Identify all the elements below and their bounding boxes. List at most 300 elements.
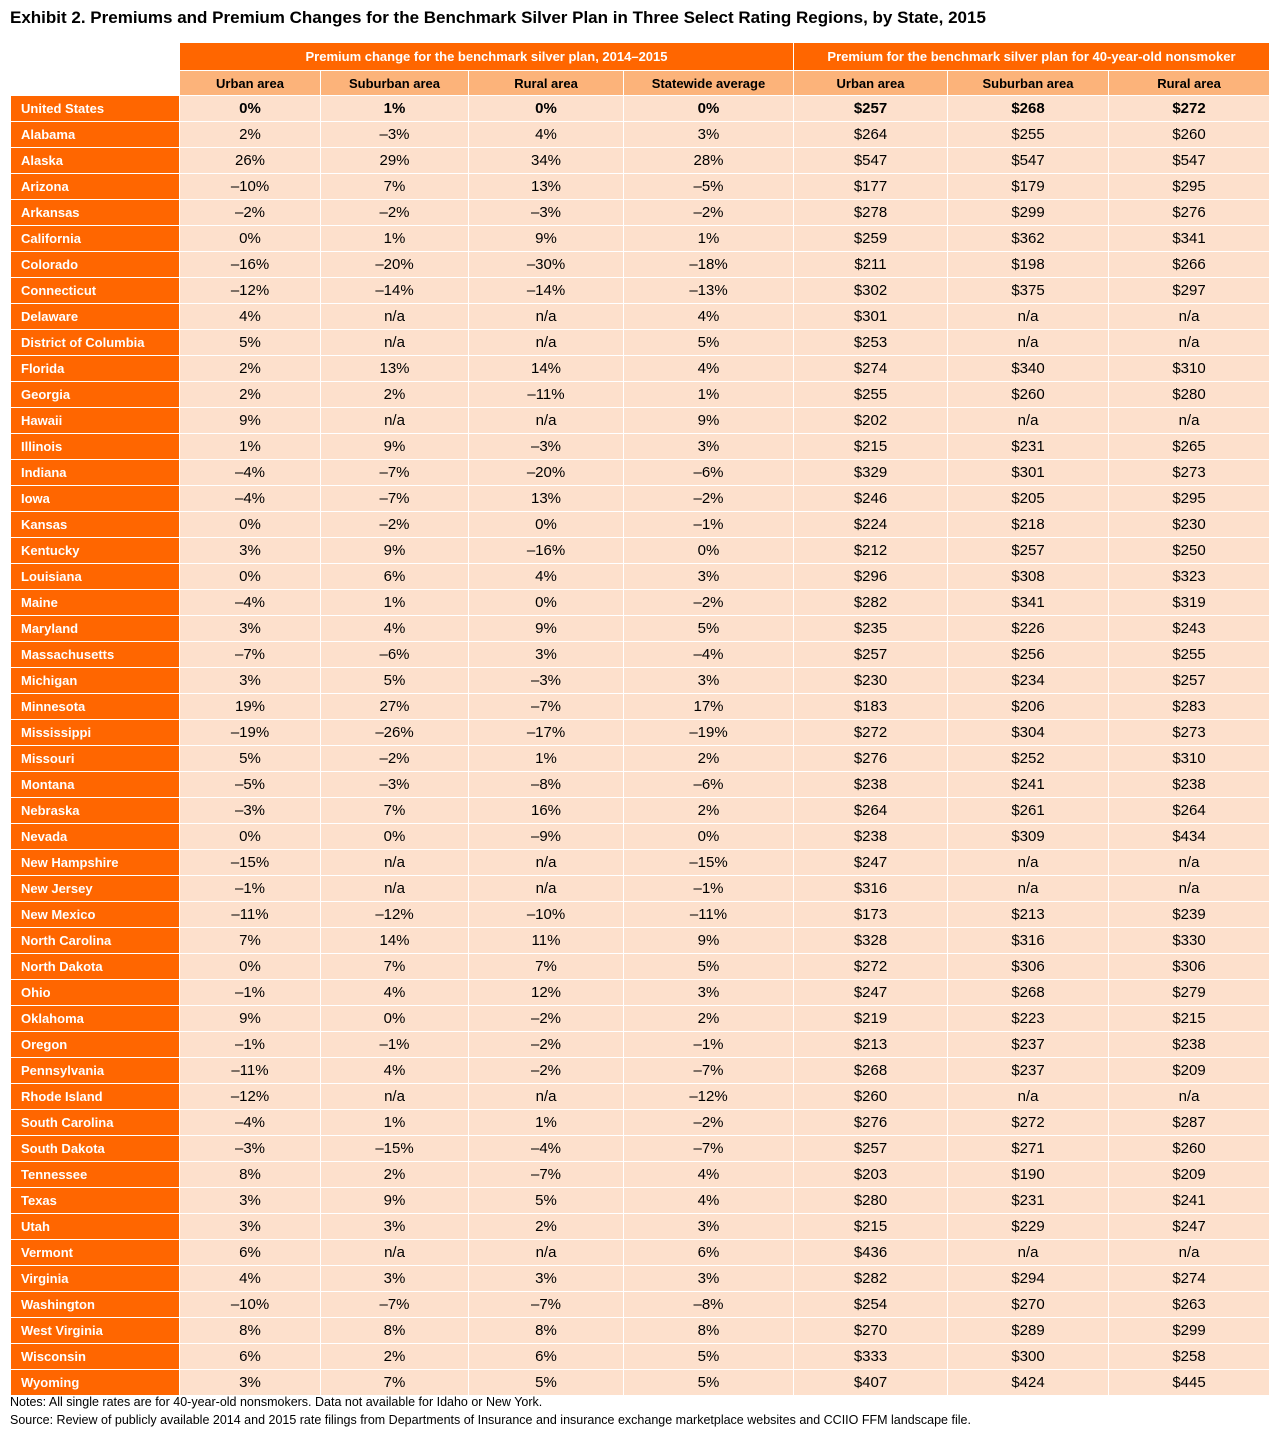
table-row: [11, 902, 1270, 928]
value-cell: $340: [948, 356, 1109, 382]
value-cell: $271: [948, 1136, 1109, 1162]
table-row: [11, 174, 1270, 200]
state-name-cell: Alaska: [11, 148, 180, 174]
value-cell: 1%: [469, 746, 624, 772]
value-cell: 3%: [624, 564, 794, 590]
value-cell: 0%: [321, 824, 469, 850]
value-cell: –30%: [469, 252, 624, 278]
table-row: [11, 252, 1270, 278]
state-name-cell: Colorado: [11, 252, 180, 278]
value-cell: –14%: [321, 278, 469, 304]
state-name-cell: Maryland: [11, 616, 180, 642]
value-cell: $190: [948, 1162, 1109, 1188]
value-cell: –3%: [321, 122, 469, 148]
value-cell: 3%: [624, 434, 794, 460]
value-cell: $243: [1109, 616, 1270, 642]
column-header: Statewide average: [624, 71, 794, 96]
value-cell: n/a: [1109, 330, 1270, 356]
value-cell: –3%: [180, 798, 321, 824]
value-cell: –8%: [624, 1292, 794, 1318]
value-cell: –5%: [624, 174, 794, 200]
state-name-cell: Iowa: [11, 486, 180, 512]
value-cell: $255: [1109, 642, 1270, 668]
state-name-cell: Florida: [11, 356, 180, 382]
value-cell: $273: [1109, 460, 1270, 486]
value-cell: –19%: [624, 720, 794, 746]
value-cell: 3%: [624, 1214, 794, 1240]
state-name-cell: North Dakota: [11, 954, 180, 980]
state-name-cell: Minnesota: [11, 694, 180, 720]
value-cell: 12%: [469, 980, 624, 1006]
state-name-cell: Connecticut: [11, 278, 180, 304]
table-row: [11, 980, 1270, 1006]
value-cell: 2%: [321, 1344, 469, 1370]
value-cell: –2%: [624, 590, 794, 616]
table-row: [11, 1006, 1270, 1032]
table-row: [11, 512, 1270, 538]
value-cell: $260: [1109, 122, 1270, 148]
value-cell: $268: [794, 1058, 948, 1084]
value-cell: $282: [794, 590, 948, 616]
value-cell: $257: [1109, 668, 1270, 694]
table-row: [11, 1292, 1270, 1318]
value-cell: $272: [794, 954, 948, 980]
value-cell: 8%: [624, 1318, 794, 1344]
value-cell: –11%: [469, 382, 624, 408]
column-header: Suburban area: [948, 71, 1109, 96]
value-cell: –6%: [624, 460, 794, 486]
value-cell: $211: [794, 252, 948, 278]
table-row: [11, 824, 1270, 850]
value-cell: 19%: [180, 694, 321, 720]
value-cell: $272: [1109, 96, 1270, 122]
value-cell: 7%: [180, 928, 321, 954]
value-cell: –1%: [180, 876, 321, 902]
value-cell: 14%: [469, 356, 624, 382]
value-cell: 7%: [321, 174, 469, 200]
value-cell: $316: [794, 876, 948, 902]
value-cell: $247: [794, 850, 948, 876]
value-cell: $247: [1109, 1214, 1270, 1240]
state-name-cell: New Jersey: [11, 876, 180, 902]
state-name-cell: Mississippi: [11, 720, 180, 746]
value-cell: 7%: [469, 954, 624, 980]
value-cell: 4%: [624, 304, 794, 330]
value-cell: 8%: [469, 1318, 624, 1344]
value-cell: n/a: [1109, 850, 1270, 876]
column-header: Urban area: [180, 71, 321, 96]
source-text: Source: Review of publicly available 2014 and 2015 rate filings from Departments of Insurance and insurance exchange marketplace websites and CCIIO FFM landscape file.: [10, 1413, 971, 1427]
value-cell: 7%: [321, 798, 469, 824]
value-cell: 2%: [180, 382, 321, 408]
value-cell: 1%: [469, 1110, 624, 1136]
column-header: Rural area: [469, 71, 624, 96]
value-cell: 6%: [180, 1344, 321, 1370]
value-cell: $445: [1109, 1370, 1270, 1396]
value-cell: $230: [1109, 512, 1270, 538]
value-cell: $231: [948, 1188, 1109, 1214]
table-row: [11, 1318, 1270, 1344]
value-cell: –7%: [321, 1292, 469, 1318]
value-cell: 6%: [180, 1240, 321, 1266]
value-cell: $323: [1109, 564, 1270, 590]
value-cell: $263: [1109, 1292, 1270, 1318]
value-cell: $229: [948, 1214, 1109, 1240]
value-cell: n/a: [948, 304, 1109, 330]
state-name-cell: United States: [11, 96, 180, 122]
value-cell: $260: [794, 1084, 948, 1110]
table-row: [11, 1162, 1270, 1188]
value-cell: –11%: [180, 1058, 321, 1084]
column-header: Urban area: [794, 71, 948, 96]
value-cell: $434: [1109, 824, 1270, 850]
value-cell: 4%: [469, 564, 624, 590]
value-cell: $213: [794, 1032, 948, 1058]
notes-text: Notes: All single rates are for 40-year-old nonsmokers. Data not available for Idaho or New York.: [10, 1395, 543, 1409]
value-cell: $330: [1109, 928, 1270, 954]
value-cell: –1%: [180, 1032, 321, 1058]
value-cell: –2%: [624, 200, 794, 226]
value-cell: $274: [794, 356, 948, 382]
value-cell: –6%: [321, 642, 469, 668]
value-cell: –1%: [624, 1032, 794, 1058]
table-row: [11, 616, 1270, 642]
value-cell: 5%: [180, 330, 321, 356]
table-row: [11, 1266, 1270, 1292]
value-cell: $289: [948, 1318, 1109, 1344]
value-cell: 3%: [180, 1370, 321, 1396]
value-cell: $302: [794, 278, 948, 304]
value-cell: 3%: [624, 1266, 794, 1292]
table-row: [11, 460, 1270, 486]
value-cell: $407: [794, 1370, 948, 1396]
value-cell: $309: [948, 824, 1109, 850]
value-cell: 2%: [321, 1162, 469, 1188]
table-row: [11, 382, 1270, 408]
group-header-premium: Premium for the benchmark silver plan for 40-year-old nonsmoker: [794, 43, 1270, 71]
exhibit-title: Exhibit 2. Premiums and Premium Changes for the Benchmark Silver Plan in Three Select Rating Regions, by State, 2015: [10, 8, 986, 27]
state-name-cell: South Carolina: [11, 1110, 180, 1136]
value-cell: 27%: [321, 694, 469, 720]
value-cell: $253: [794, 330, 948, 356]
value-cell: $304: [948, 720, 1109, 746]
value-cell: $238: [1109, 1032, 1270, 1058]
value-cell: –12%: [180, 1084, 321, 1110]
value-cell: $255: [948, 122, 1109, 148]
value-cell: –16%: [469, 538, 624, 564]
table-row: [11, 1188, 1270, 1214]
value-cell: $276: [1109, 200, 1270, 226]
value-cell: 5%: [624, 954, 794, 980]
table-row: [11, 330, 1270, 356]
value-cell: n/a: [948, 850, 1109, 876]
value-cell: $270: [794, 1318, 948, 1344]
value-cell: $209: [1109, 1162, 1270, 1188]
value-cell: 6%: [624, 1240, 794, 1266]
table-row: [11, 408, 1270, 434]
corner-blank: [11, 43, 180, 71]
value-cell: n/a: [469, 408, 624, 434]
value-cell: $215: [794, 1214, 948, 1240]
value-cell: –17%: [469, 720, 624, 746]
value-cell: 6%: [321, 564, 469, 590]
value-cell: $255: [794, 382, 948, 408]
state-name-cell: Delaware: [11, 304, 180, 330]
value-cell: 4%: [321, 980, 469, 1006]
value-cell: –4%: [180, 486, 321, 512]
value-cell: $301: [794, 304, 948, 330]
value-cell: $226: [948, 616, 1109, 642]
value-cell: 3%: [180, 668, 321, 694]
value-cell: 29%: [321, 148, 469, 174]
table-row: [11, 1344, 1270, 1370]
value-cell: $206: [948, 694, 1109, 720]
value-cell: 5%: [624, 1370, 794, 1396]
value-cell: $260: [1109, 1136, 1270, 1162]
value-cell: 0%: [469, 96, 624, 122]
value-cell: 13%: [469, 174, 624, 200]
value-cell: 4%: [321, 616, 469, 642]
state-name-cell: Arizona: [11, 174, 180, 200]
value-cell: $297: [1109, 278, 1270, 304]
value-cell: $215: [794, 434, 948, 460]
value-cell: n/a: [469, 876, 624, 902]
value-cell: n/a: [469, 330, 624, 356]
state-name-cell: Maine: [11, 590, 180, 616]
value-cell: 1%: [180, 434, 321, 460]
value-cell: n/a: [321, 850, 469, 876]
value-cell: 9%: [469, 616, 624, 642]
value-cell: 3%: [624, 980, 794, 1006]
value-cell: –2%: [469, 1006, 624, 1032]
value-cell: $273: [1109, 720, 1270, 746]
state-name-cell: Vermont: [11, 1240, 180, 1266]
value-cell: $213: [948, 902, 1109, 928]
value-cell: –7%: [321, 486, 469, 512]
value-cell: 4%: [321, 1058, 469, 1084]
value-cell: n/a: [1109, 876, 1270, 902]
value-cell: $203: [794, 1162, 948, 1188]
value-cell: $259: [794, 226, 948, 252]
value-cell: 7%: [321, 1370, 469, 1396]
value-cell: 11%: [469, 928, 624, 954]
value-cell: –15%: [180, 850, 321, 876]
value-cell: $274: [1109, 1266, 1270, 1292]
value-cell: 1%: [321, 96, 469, 122]
table-row: [11, 642, 1270, 668]
value-cell: –1%: [624, 876, 794, 902]
value-cell: $547: [794, 148, 948, 174]
state-name-cell: Oregon: [11, 1032, 180, 1058]
value-cell: –2%: [180, 200, 321, 226]
value-cell: –12%: [180, 278, 321, 304]
value-cell: –2%: [321, 200, 469, 226]
value-cell: –4%: [180, 460, 321, 486]
value-cell: 8%: [180, 1162, 321, 1188]
value-cell: $223: [948, 1006, 1109, 1032]
value-cell: –3%: [180, 1136, 321, 1162]
value-cell: –12%: [321, 902, 469, 928]
value-cell: –15%: [624, 850, 794, 876]
value-cell: 5%: [469, 1188, 624, 1214]
value-cell: 5%: [469, 1370, 624, 1396]
value-cell: 1%: [321, 590, 469, 616]
value-cell: 2%: [624, 746, 794, 772]
group-header-row: [11, 43, 1270, 71]
value-cell: $218: [948, 512, 1109, 538]
value-cell: $264: [794, 798, 948, 824]
value-cell: 3%: [180, 538, 321, 564]
state-name-cell: Washington: [11, 1292, 180, 1318]
value-cell: –3%: [321, 772, 469, 798]
value-cell: –12%: [624, 1084, 794, 1110]
state-name-cell: Georgia: [11, 382, 180, 408]
table-row: [11, 1240, 1270, 1266]
table-row: [11, 876, 1270, 902]
table-row: [11, 1370, 1270, 1396]
value-cell: –7%: [624, 1136, 794, 1162]
value-cell: –3%: [469, 200, 624, 226]
value-cell: –2%: [624, 486, 794, 512]
value-cell: 9%: [469, 226, 624, 252]
value-cell: $287: [1109, 1110, 1270, 1136]
table-row: [11, 486, 1270, 512]
value-cell: $247: [794, 980, 948, 1006]
value-cell: $215: [1109, 1006, 1270, 1032]
value-cell: –3%: [469, 434, 624, 460]
value-cell: 9%: [321, 538, 469, 564]
value-cell: 1%: [624, 226, 794, 252]
value-cell: 6%: [469, 1344, 624, 1370]
value-cell: –7%: [469, 694, 624, 720]
value-cell: 5%: [624, 616, 794, 642]
column-header-row: [11, 71, 1270, 96]
value-cell: $341: [1109, 226, 1270, 252]
value-cell: $329: [794, 460, 948, 486]
value-cell: –26%: [321, 720, 469, 746]
table-row: [11, 954, 1270, 980]
value-cell: $224: [794, 512, 948, 538]
value-cell: 8%: [321, 1318, 469, 1344]
table-row: [11, 226, 1270, 252]
value-cell: $265: [1109, 434, 1270, 460]
value-cell: 7%: [321, 954, 469, 980]
value-cell: –13%: [624, 278, 794, 304]
value-cell: 0%: [469, 590, 624, 616]
state-name-cell: Montana: [11, 772, 180, 798]
value-cell: n/a: [1109, 304, 1270, 330]
table-row: [11, 1136, 1270, 1162]
value-cell: $177: [794, 174, 948, 200]
table-row: [11, 850, 1270, 876]
value-cell: $238: [794, 824, 948, 850]
value-cell: 4%: [180, 304, 321, 330]
value-cell: –2%: [321, 746, 469, 772]
table-row: [11, 200, 1270, 226]
value-cell: –4%: [180, 590, 321, 616]
value-cell: n/a: [321, 1240, 469, 1266]
value-cell: $280: [1109, 382, 1270, 408]
value-cell: 4%: [469, 122, 624, 148]
value-cell: 34%: [469, 148, 624, 174]
value-cell: $375: [948, 278, 1109, 304]
value-cell: n/a: [948, 330, 1109, 356]
value-cell: –16%: [180, 252, 321, 278]
table-row: [11, 538, 1270, 564]
value-cell: n/a: [321, 408, 469, 434]
table-row: [11, 590, 1270, 616]
value-cell: $212: [794, 538, 948, 564]
value-cell: $299: [948, 200, 1109, 226]
value-cell: $183: [794, 694, 948, 720]
value-cell: n/a: [321, 304, 469, 330]
table-body: [11, 96, 1270, 1396]
column-header: Suburban area: [321, 71, 469, 96]
value-cell: –1%: [624, 512, 794, 538]
value-cell: 5%: [180, 746, 321, 772]
value-cell: –7%: [624, 1058, 794, 1084]
value-cell: –2%: [624, 1110, 794, 1136]
column-header: Rural area: [1109, 71, 1270, 96]
value-cell: –18%: [624, 252, 794, 278]
state-name-cell: New Hampshire: [11, 850, 180, 876]
value-cell: $205: [948, 486, 1109, 512]
value-cell: $260: [948, 382, 1109, 408]
value-cell: 16%: [469, 798, 624, 824]
value-cell: $254: [794, 1292, 948, 1318]
value-cell: –1%: [321, 1032, 469, 1058]
state-name-cell: California: [11, 226, 180, 252]
value-cell: –19%: [180, 720, 321, 746]
value-cell: $300: [948, 1344, 1109, 1370]
state-name-cell: South Dakota: [11, 1136, 180, 1162]
value-cell: $173: [794, 902, 948, 928]
value-cell: 9%: [624, 928, 794, 954]
value-cell: –10%: [180, 174, 321, 200]
value-cell: 9%: [321, 434, 469, 460]
table-row: [11, 1032, 1270, 1058]
value-cell: 0%: [469, 512, 624, 538]
value-cell: 9%: [321, 1188, 469, 1214]
value-cell: $276: [794, 746, 948, 772]
state-name-cell: Wyoming: [11, 1370, 180, 1396]
value-cell: $282: [794, 1266, 948, 1292]
value-cell: 5%: [321, 668, 469, 694]
value-cell: $234: [948, 668, 1109, 694]
table-row: [11, 1110, 1270, 1136]
value-cell: 4%: [180, 1266, 321, 1292]
state-name-cell: Oklahoma: [11, 1006, 180, 1032]
value-cell: –4%: [180, 1110, 321, 1136]
table-row: [11, 148, 1270, 174]
value-cell: n/a: [469, 304, 624, 330]
table-row: [11, 694, 1270, 720]
value-cell: $295: [1109, 174, 1270, 200]
value-cell: $310: [1109, 746, 1270, 772]
table-row: [11, 356, 1270, 382]
value-cell: n/a: [321, 330, 469, 356]
value-cell: 0%: [180, 96, 321, 122]
value-cell: $241: [948, 772, 1109, 798]
value-cell: 2%: [180, 122, 321, 148]
state-name-cell: Texas: [11, 1188, 180, 1214]
state-name-cell: North Carolina: [11, 928, 180, 954]
table-row: [11, 746, 1270, 772]
value-cell: $278: [794, 200, 948, 226]
value-cell: $268: [948, 980, 1109, 1006]
value-cell: 3%: [624, 668, 794, 694]
value-cell: 1%: [624, 382, 794, 408]
